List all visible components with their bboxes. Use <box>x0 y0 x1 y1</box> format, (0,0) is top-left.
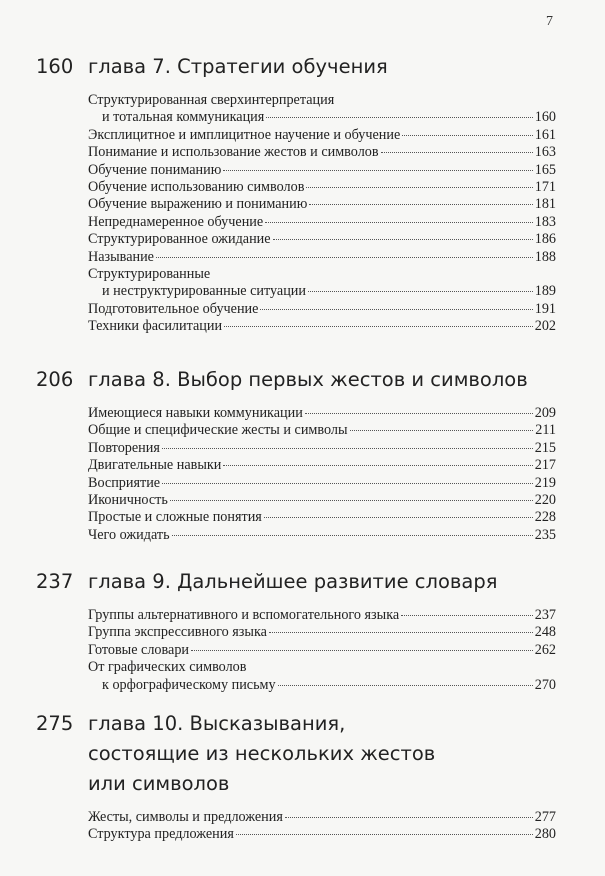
toc-entry[interactable] <box>88 457 556 474</box>
chapter-section <box>36 709 556 844</box>
toc-entry[interactable] <box>88 301 556 318</box>
toc-entry-page: 277 <box>534 809 556 825</box>
chapter-start-page: 275 <box>36 712 74 735</box>
toc-entry-page: 202 <box>534 318 556 335</box>
toc-entry[interactable] <box>88 249 556 266</box>
toc-entry-page: 217 <box>534 457 556 474</box>
toc-entry-page: 186 <box>534 231 556 248</box>
chapter-title-line: глава 10. Высказывания, <box>88 712 346 735</box>
toc-entry-label: Имеющиеся навыки коммуникации <box>88 405 303 421</box>
toc-entry-page: 165 <box>534 161 556 178</box>
toc-entry-label: Структурированное ожидание <box>88 231 271 248</box>
toc-entry-page: 191 <box>534 300 556 317</box>
toc-entry[interactable] <box>88 162 556 179</box>
toc-entry-page: 160 <box>534 109 556 126</box>
toc-entry-page: 219 <box>534 474 556 491</box>
toc-entry-list <box>88 809 556 844</box>
toc-entry-label: Называние <box>88 248 154 265</box>
toc-entry-page: 171 <box>534 179 556 196</box>
toc-entry[interactable] <box>88 440 556 457</box>
chapter-heading <box>36 52 556 82</box>
chapter-title-line: состоящие из нескольких жестов <box>88 742 436 765</box>
dot-leader <box>223 170 532 171</box>
chapter-title-line: глава 7. Стратегии обучения <box>88 55 388 78</box>
toc-entry[interactable] <box>88 659 556 694</box>
toc-entry[interactable] <box>88 266 556 301</box>
toc-entry-label: Эксплицитное и имплицитное научение и обучение <box>88 126 401 143</box>
dot-leader <box>309 204 532 205</box>
toc-entry-label: Непреднамеренное обучение <box>88 213 264 230</box>
dot-leader <box>156 257 533 258</box>
dot-leader <box>278 685 533 686</box>
toc-entry-label: к орфографическому письму <box>102 676 276 693</box>
toc-entry-list <box>88 92 556 336</box>
toc-entry-label: Готовые словари <box>88 641 190 658</box>
toc-entry-label: Группа экспрессивного языка <box>88 624 267 641</box>
toc-entry-page: 248 <box>534 624 556 641</box>
toc-entry[interactable] <box>88 475 556 492</box>
chapter-start-page: 160 <box>36 55 74 78</box>
chapter-title-line: или символов <box>88 772 230 795</box>
toc-entry[interactable] <box>88 231 556 248</box>
toc-entry-label: Жесты, символы и предложения <box>88 809 283 825</box>
toc-entry[interactable] <box>88 405 556 422</box>
toc-entry-label: и тотальная коммуникация <box>102 109 265 126</box>
dot-leader <box>162 483 533 484</box>
chapter-start-page: 237 <box>36 570 74 593</box>
dot-leader <box>269 632 533 633</box>
toc-entry-page: 211 <box>535 422 556 439</box>
toc-entry-label: Простые и сложные понятия <box>88 509 262 526</box>
dot-leader <box>260 309 532 310</box>
chapter-title-line: глава 8. Выбор первых жестов и символов <box>88 368 528 391</box>
toc-entry-page: 161 <box>534 126 556 143</box>
chapter-title <box>88 52 556 82</box>
dot-leader <box>236 834 533 835</box>
toc-entry-page: 188 <box>534 248 556 265</box>
toc-entry[interactable] <box>88 492 556 509</box>
toc-entry-label: Обучение пониманию <box>88 161 222 178</box>
chapter-start-page: 206 <box>36 368 74 391</box>
toc-entry-page: 262 <box>534 641 556 658</box>
toc-entry-list <box>88 405 556 544</box>
chapter-section <box>36 52 556 336</box>
toc-entry-page: 163 <box>534 144 556 161</box>
chapter-title <box>88 567 556 597</box>
dot-leader <box>285 817 533 818</box>
chapter-title <box>88 365 556 395</box>
toc-entry-label: Группы альтернативного и вспомогательного языка <box>88 607 400 623</box>
toc-entry-label-line: Структурированные <box>88 266 211 283</box>
dot-leader <box>265 222 533 223</box>
toc-entry[interactable] <box>88 318 556 335</box>
dot-leader <box>305 413 533 414</box>
toc-entry-page: 220 <box>534 492 556 509</box>
dot-leader <box>223 465 532 466</box>
dot-leader <box>264 517 533 518</box>
toc-entry[interactable] <box>88 127 556 144</box>
toc-entry-label: Подготовительное обучение <box>88 300 259 317</box>
toc-entry[interactable] <box>88 509 556 526</box>
dot-leader <box>401 615 533 616</box>
toc-entry-label: Восприятие <box>88 474 161 491</box>
toc-entry[interactable] <box>88 607 556 624</box>
page-number: 7 <box>546 14 553 29</box>
chapter-title <box>88 709 556 799</box>
toc-entry-label: Двигательные навыки <box>88 457 222 474</box>
toc-entry-page: 280 <box>534 826 556 843</box>
dot-leader <box>191 650 533 651</box>
toc-entry-label: Иконичность <box>88 492 168 509</box>
dot-leader <box>402 135 532 136</box>
toc-entry-label: Понимание и использование жестов и символов <box>88 144 379 161</box>
toc-entry-label: Обучение использованию символов <box>88 179 305 196</box>
toc-entry-label: Техники фасилитации <box>88 318 223 335</box>
toc-entry[interactable] <box>88 92 556 127</box>
toc-entry-list <box>88 607 556 694</box>
toc-entry[interactable] <box>88 809 556 826</box>
toc-entry-label-line: Структурированная сверхинтерпретация <box>88 92 335 108</box>
toc-entry-page: 181 <box>534 196 556 213</box>
toc-entry-label: и неструктурированные ситуации <box>102 283 306 300</box>
toc-entry[interactable] <box>88 214 556 231</box>
toc-entry-label: Структура предложения <box>88 826 234 843</box>
dot-leader <box>224 326 533 327</box>
chapter-heading <box>36 567 556 597</box>
toc-entry-page: 228 <box>534 509 556 526</box>
dot-leader <box>172 535 533 536</box>
toc-entry[interactable] <box>88 826 556 843</box>
toc-entry-page: 215 <box>534 439 556 456</box>
dot-leader <box>306 187 532 188</box>
dot-leader <box>162 448 533 449</box>
dot-leader <box>170 500 533 501</box>
chapter-section <box>36 567 556 694</box>
toc-entry-page: 183 <box>534 213 556 230</box>
toc-entry[interactable] <box>88 422 556 439</box>
dot-leader <box>350 430 534 431</box>
toc-entry[interactable] <box>88 642 556 659</box>
toc-entry-label-line: От графических символов <box>88 659 247 676</box>
toc-entry-label: Чего ожидать <box>88 526 170 543</box>
chapter-heading <box>36 365 556 395</box>
toc-entry-page: 209 <box>534 405 556 421</box>
toc-entry[interactable] <box>88 144 556 161</box>
dot-leader <box>266 117 532 118</box>
toc-entry-page: 270 <box>534 676 556 693</box>
toc-entry-page: 235 <box>534 526 556 543</box>
dot-leader <box>273 239 533 240</box>
toc-entry[interactable] <box>88 624 556 641</box>
toc-entry[interactable] <box>88 179 556 196</box>
toc-entry-page: 189 <box>534 283 556 300</box>
toc-entry-label: Обучение выражению и пониманию <box>88 196 308 213</box>
dot-leader <box>381 152 533 153</box>
dot-leader <box>308 291 533 292</box>
toc-entry-label: Повторения <box>88 439 160 456</box>
toc-entry-label: Общие и специфические жесты и символы <box>88 422 348 439</box>
chapter-heading <box>36 709 556 799</box>
toc-entry-page: 237 <box>534 607 556 623</box>
toc-entry[interactable] <box>88 527 556 544</box>
toc-entry[interactable] <box>88 196 556 213</box>
chapter-section <box>36 365 556 544</box>
chapter-title-line: глава 9. Дальнейшее развитие словаря <box>88 570 498 593</box>
